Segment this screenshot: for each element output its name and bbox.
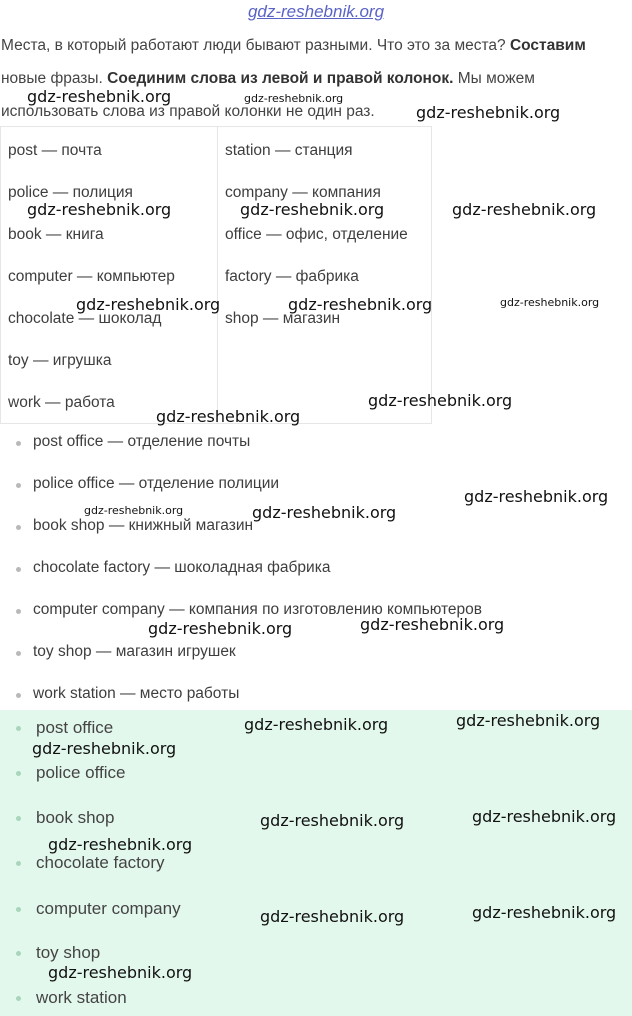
watermark: gdz-reshebnik.org — [360, 615, 505, 634]
watermark: gdz-reshebnik.org — [472, 807, 617, 826]
bullet-icon — [16, 441, 21, 446]
right-word: station — станция — [225, 142, 353, 159]
phrase-text: chocolate factory — шоколадная фабрика — [33, 559, 331, 576]
watermark: gdz-reshebnik.org — [76, 295, 221, 314]
answer-text: book shop — [36, 808, 115, 827]
watermark: gdz-reshebnik.org — [48, 835, 193, 854]
watermark: gdz-reshebnik.org — [244, 92, 344, 105]
left-word: post — почта — [8, 142, 102, 159]
site-logo[interactable]: gdz-reshebnik.org — [247, 2, 385, 21]
watermark: gdz-reshebnik.org — [500, 296, 600, 309]
bullet-icon — [16, 525, 21, 530]
phrase-text: work station — место работы — [33, 685, 240, 702]
watermark: gdz-reshebnik.org — [472, 903, 617, 922]
right-column — [218, 127, 433, 423]
right-word: shop — магазин — [225, 310, 341, 327]
phrase-text: police office — отделение полиции — [33, 475, 280, 492]
answer-text: post office — [36, 718, 114, 737]
intro-text-2: новые фразы. — [1, 70, 108, 87]
left-column — [1, 127, 221, 423]
watermark: gdz-reshebnik.org — [148, 619, 293, 638]
words-table — [0, 126, 432, 424]
answer-text: police office — [36, 763, 126, 782]
watermark: gdz-reshebnik.org — [368, 391, 513, 410]
left-word: toy — игрушка — [8, 352, 112, 369]
phrase-text: toy shop — магазин игрушек — [33, 643, 236, 660]
left-word: police — полиция — [8, 184, 133, 201]
left-word: computer — компьютер — [8, 268, 175, 285]
left-word: book — книга — [8, 226, 104, 243]
watermark: gdz-reshebnik.org — [32, 739, 177, 758]
right-word: company — компания — [225, 184, 381, 201]
watermark: gdz-reshebnik.org — [84, 504, 184, 517]
bullet-icon — [16, 483, 21, 488]
bullet-icon — [16, 726, 21, 731]
answer-text: toy shop — [36, 943, 101, 962]
bullet-icon — [16, 609, 21, 614]
bullet-icon — [16, 816, 21, 821]
phrase-text: computer company — компания по изготовлению компьютеров — [33, 601, 483, 618]
watermark: gdz-reshebnik.org — [464, 487, 609, 506]
bullet-icon — [16, 567, 21, 572]
right-word: factory — фабрика — [225, 268, 359, 285]
watermark: gdz-reshebnik.org — [240, 200, 385, 219]
bullet-icon — [16, 771, 21, 776]
phrase-text: book shop — книжный магазин — [33, 517, 254, 534]
phrase-text: post office — отделение почты — [33, 433, 251, 450]
bullet-icon — [16, 951, 21, 956]
left-word: work — работа — [8, 394, 115, 411]
watermark: gdz-reshebnik.org — [288, 295, 433, 314]
answer-text: chocolate factory — [36, 853, 165, 872]
watermark: gdz-reshebnik.org — [252, 503, 397, 522]
left-word: chocolate — шоколад — [8, 310, 162, 327]
intro-text-3: Мы можем использовать слова из правой колонки не один раз. — [1, 70, 535, 120]
intro-bold-2: Соединим слова из левой и правой колонок. — [107, 70, 454, 87]
watermark: gdz-reshebnik.org — [452, 200, 597, 219]
bullet-icon — [16, 907, 21, 912]
watermark: gdz-reshebnik.org — [416, 103, 561, 122]
right-word: office — офис, отделение — [225, 226, 408, 243]
watermark: gdz-reshebnik.org — [156, 407, 301, 426]
answer-text: computer company — [36, 899, 181, 918]
watermark: gdz-reshebnik.org — [27, 200, 172, 219]
intro-text-1: Места, в который работают люди бывают разными. Что это за места? — [1, 37, 510, 54]
intro-bold-1: Составим — [509, 37, 586, 54]
bullet-icon — [16, 693, 21, 698]
watermark: gdz-reshebnik.org — [456, 711, 601, 730]
bullet-icon — [16, 651, 21, 656]
watermark: gdz-reshebnik.org — [244, 715, 389, 734]
bullet-icon — [16, 861, 21, 866]
bullet-icon — [16, 996, 21, 1001]
watermark: gdz-reshebnik.org — [260, 811, 405, 830]
watermark: gdz-reshebnik.org — [48, 963, 193, 982]
watermark: gdz-reshebnik.org — [27, 87, 172, 106]
watermark: gdz-reshebnik.org — [260, 907, 405, 926]
answer-text: work station — [36, 988, 127, 1007]
